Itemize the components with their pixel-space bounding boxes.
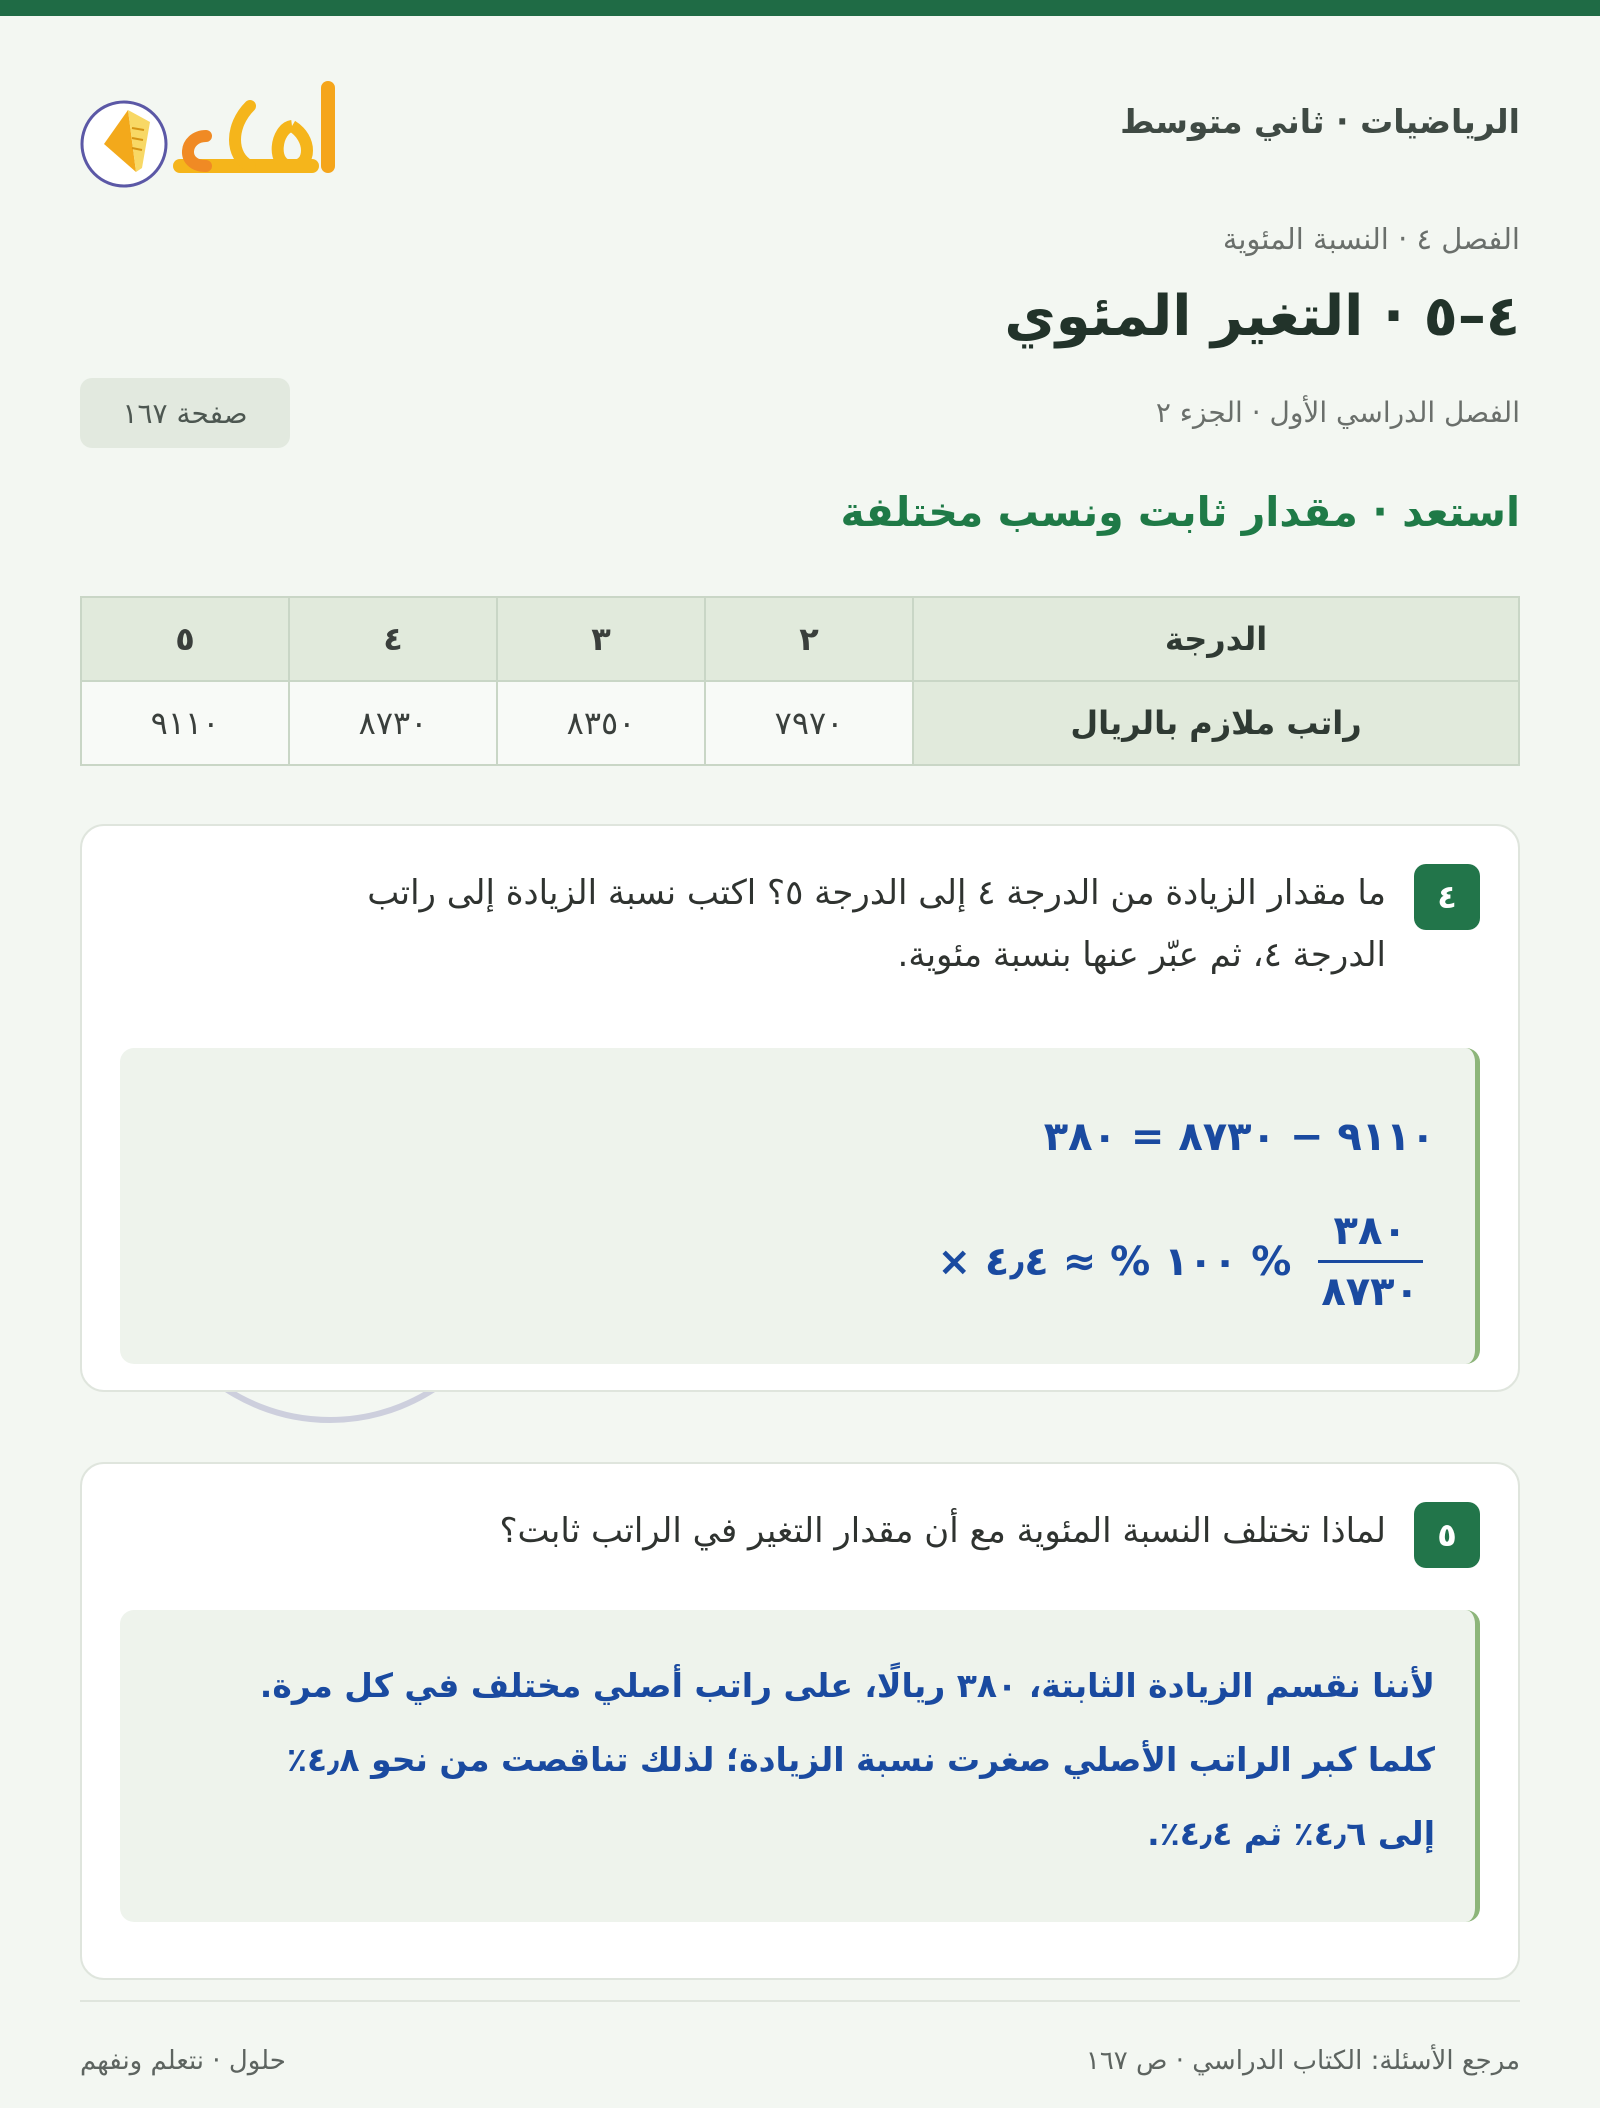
table-cell-salary: ٩١١٠ xyxy=(81,681,289,765)
footer-divider xyxy=(80,2000,1520,2002)
question-text xyxy=(126,862,1386,986)
section-title: استعد · مقدار ثابت ونسب مختلفة xyxy=(840,488,1520,536)
percent-result: × ١٠٠ % ≈ ٤٫٤ % xyxy=(937,1238,1292,1285)
grade-row-header: الدرجة xyxy=(913,597,1519,681)
page-number-badge: صفحة ١٦٧ xyxy=(80,378,290,448)
salary-table xyxy=(80,596,1520,766)
lesson-page xyxy=(80,16,1520,2076)
table-cell-salary: ٨٧٣٠ xyxy=(289,681,497,765)
question-line: ما مقدار الزيادة من الدرجة ٤ إلى الدرجة ٥؟ اكتب نسبة الزيادة إلى راتب xyxy=(367,873,1386,913)
fraction-numerator: ٣٨٠ xyxy=(1318,1208,1423,1263)
question-number-badge: ٤ xyxy=(1414,864,1480,930)
table-header-row xyxy=(81,597,1519,681)
question-line: الدرجة ٤، ثم عبّر عنها بنسبة مئوية. xyxy=(897,935,1386,975)
term-label: الفصل الدراسي الأول · الجزء ٢ xyxy=(1155,396,1520,429)
question-card-4 xyxy=(80,824,1520,1392)
table-row xyxy=(81,681,1519,765)
salary-row-header: راتب ملازم بالريال xyxy=(913,681,1519,765)
question-number-badge: ٥ xyxy=(1414,1502,1480,1568)
question-text: لماذا تختلف النسبة المئوية مع أن مقدار التغير في الراتب ثابت؟ xyxy=(499,1511,1386,1551)
table-cell-salary: ٧٩٧٠ xyxy=(705,681,913,765)
answer-box xyxy=(120,1048,1480,1364)
page-header xyxy=(80,16,1520,186)
answer-line: لأننا نقسم الزيادة الثابتة، ٣٨٠ ريالًا، على راتب أصلي مختلف في كل مرة. xyxy=(259,1666,1435,1705)
answer-line: كلما كبر الراتب الأصلي صغرت نسبة الزيادة؛ لذلك تناقصت من نحو ٤٫٨٪ xyxy=(286,1740,1435,1779)
answer-line: إلى ٤٫٦٪ ثم ٤٫٤٪. xyxy=(1147,1814,1435,1853)
chapter-label: الفصل ٤ · النسبة المئوية xyxy=(1222,222,1520,256)
table-cell-grade: ٣ xyxy=(497,597,705,681)
table-cell-grade: ٤ xyxy=(289,597,497,681)
table-cell-salary: ٨٣٥٠ xyxy=(497,681,705,765)
table-cell-grade: ٥ xyxy=(81,597,289,681)
question-card-5 xyxy=(80,1462,1520,1980)
table-cell-grade: ٢ xyxy=(705,597,913,681)
fraction-denominator: ٨٧٣٠ xyxy=(1321,1269,1419,1315)
answer-box xyxy=(120,1610,1480,1922)
lesson-title: ٤–٥ · التغير المئوي xyxy=(1004,284,1520,349)
difference-equation: ٩١١٠ − ٨٧٣٠ = ٣٨٠ xyxy=(1043,1114,1435,1160)
hulool-logo[interactable] xyxy=(80,66,370,196)
footer-tagline: حلول · نتعلم ونفهم xyxy=(80,2046,286,2076)
subject-label: الرياضيات · ثاني متوسط xyxy=(1120,102,1520,141)
fraction xyxy=(1305,1208,1435,1315)
footer-source: مرجع الأسئلة: الكتاب الدراسي · ص ١٦٧ xyxy=(1085,2046,1520,2076)
top-accent-bar xyxy=(0,0,1600,16)
percent-equation xyxy=(937,1208,1435,1315)
